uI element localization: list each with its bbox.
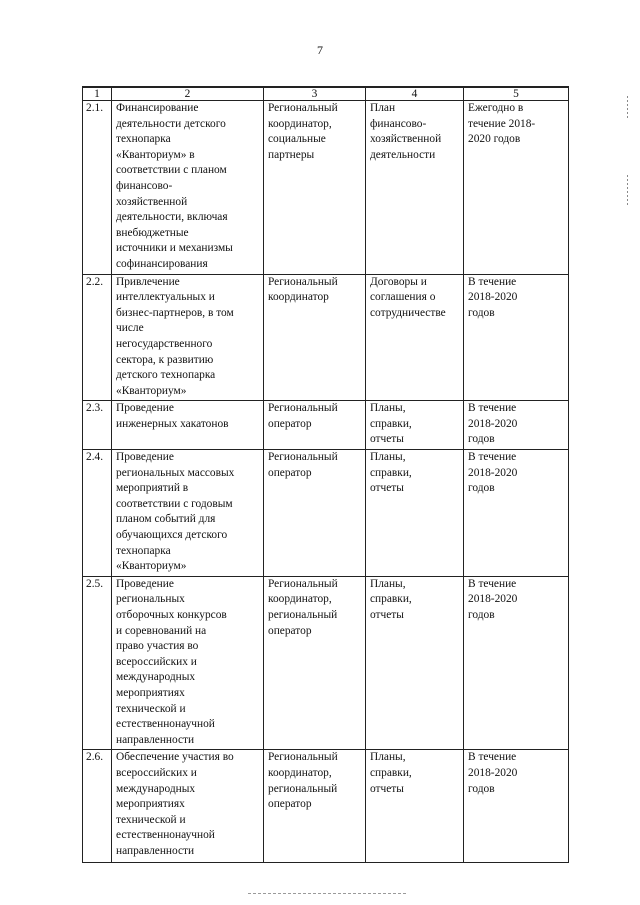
deadline-cell [464, 576, 569, 750]
responsible-cell [264, 101, 366, 275]
row-number: 2.2. [86, 275, 104, 288]
deadline-cell [464, 274, 569, 401]
responsible-cell [264, 750, 366, 863]
activity-cell [112, 274, 264, 401]
table-row [83, 750, 569, 863]
deadline-cell [464, 450, 569, 577]
activity-cell [112, 101, 264, 275]
responsible-cell [264, 274, 366, 401]
result-cell [366, 450, 464, 577]
row-number-cell [83, 274, 112, 401]
scan-edge-mark [627, 96, 628, 120]
column-header: 3 [264, 87, 366, 101]
result-cell [366, 576, 464, 750]
deadline-text: Ежегодно в течение 2018- 2020 годов [468, 102, 536, 146]
deadline-cell [464, 401, 569, 450]
page-number: 7 [317, 43, 323, 57]
result-text: План финансово- хозяйственной деятельности [370, 102, 442, 161]
responsible-text: Региональный координатор [268, 275, 338, 304]
responsible-cell [264, 576, 366, 750]
table-row [83, 274, 569, 401]
result-cell [366, 401, 464, 450]
row-number: 2.6. [86, 751, 104, 764]
deadline-cell [464, 101, 569, 275]
deadline-text: В течение 2018-2020 годов [468, 577, 518, 621]
table-row [83, 401, 569, 450]
plan-table [82, 86, 569, 863]
result-cell [366, 750, 464, 863]
row-number: 2.1. [86, 102, 104, 114]
result-cell [366, 274, 464, 401]
row-number-cell [83, 750, 112, 863]
scan-edge-mark [627, 175, 628, 205]
result-text: Планы, справки, отчеты [370, 751, 412, 795]
deadline-text: В течение 2018-2020 годов [468, 275, 518, 319]
responsible-text: Региональный координатор, региональный оператор [268, 751, 338, 811]
column-header: 4 [366, 87, 464, 101]
activity-text: Проведение инженерных хакатонов [116, 402, 229, 430]
row-number: 2.5. [86, 577, 104, 590]
result-text: Планы, справки, отчеты [370, 451, 412, 495]
responsible-text: Региональный оператор [268, 402, 338, 430]
responsible-cell [264, 401, 366, 450]
activity-text: Проведение региональных отборочных конкурсов и соревнований на право участия во всероссийских и международных мероприятиях технической и естественнонаучной направленности [116, 577, 227, 746]
column-header: 5 [464, 87, 569, 101]
activity-cell [112, 401, 264, 450]
result-text: Планы, справки, отчеты [370, 402, 412, 446]
scan-bottom-line [248, 893, 408, 894]
result-text: Планы, справки, отчеты [370, 577, 412, 621]
deadline-text: В течение 2018-2020 годов [468, 402, 518, 446]
responsible-text: Региональный координатор, социальные партнеры [268, 102, 338, 161]
deadline-text: В течение 2018-2020 годов [468, 451, 518, 495]
activity-cell [112, 576, 264, 750]
deadline-cell [464, 750, 569, 863]
activity-cell [112, 750, 264, 863]
result-cell [366, 101, 464, 275]
row-number-cell [83, 576, 112, 750]
result-text: Договоры и соглашения о сотрудничестве [370, 275, 446, 319]
table-row [83, 101, 569, 275]
activity-text: Проведение региональных массовых мероприятий в соответствии с годовым планом событий для обучающихся детского технопарка «Кванториум» [116, 451, 235, 573]
responsible-text: Региональный оператор [268, 451, 338, 479]
table-header-row [83, 87, 569, 101]
table-row [83, 576, 569, 750]
row-number: 2.4. [86, 451, 104, 464]
column-header: 2 [112, 87, 264, 101]
row-number-cell [83, 101, 112, 275]
activity-text: Привлечение интеллектуальных и бизнес-партнеров, в том числе негосударственного сектора, к развитию детского технопарка «Кванториум» [116, 275, 234, 397]
row-number: 2.3. [86, 402, 104, 415]
responsible-cell [264, 450, 366, 577]
column-header: 1 [83, 87, 112, 101]
responsible-text: Региональный координатор, региональный оператор [268, 577, 338, 637]
table-row [83, 450, 569, 577]
deadline-text: В течение 2018-2020 годов [468, 751, 518, 795]
row-number-cell [83, 450, 112, 577]
activity-text: Обеспечение участия во всероссийских и международных мероприятиях технической и естественнонаучной направленности [116, 751, 234, 857]
activity-cell [112, 450, 264, 577]
activity-text: Финансирование деятельности детского технопарка «Кванториум» в соответствии с планом финансово- хозяйственной деятельности, включая внебюджетные источники и механизмы софинансирования [116, 102, 233, 270]
row-number-cell [83, 401, 112, 450]
